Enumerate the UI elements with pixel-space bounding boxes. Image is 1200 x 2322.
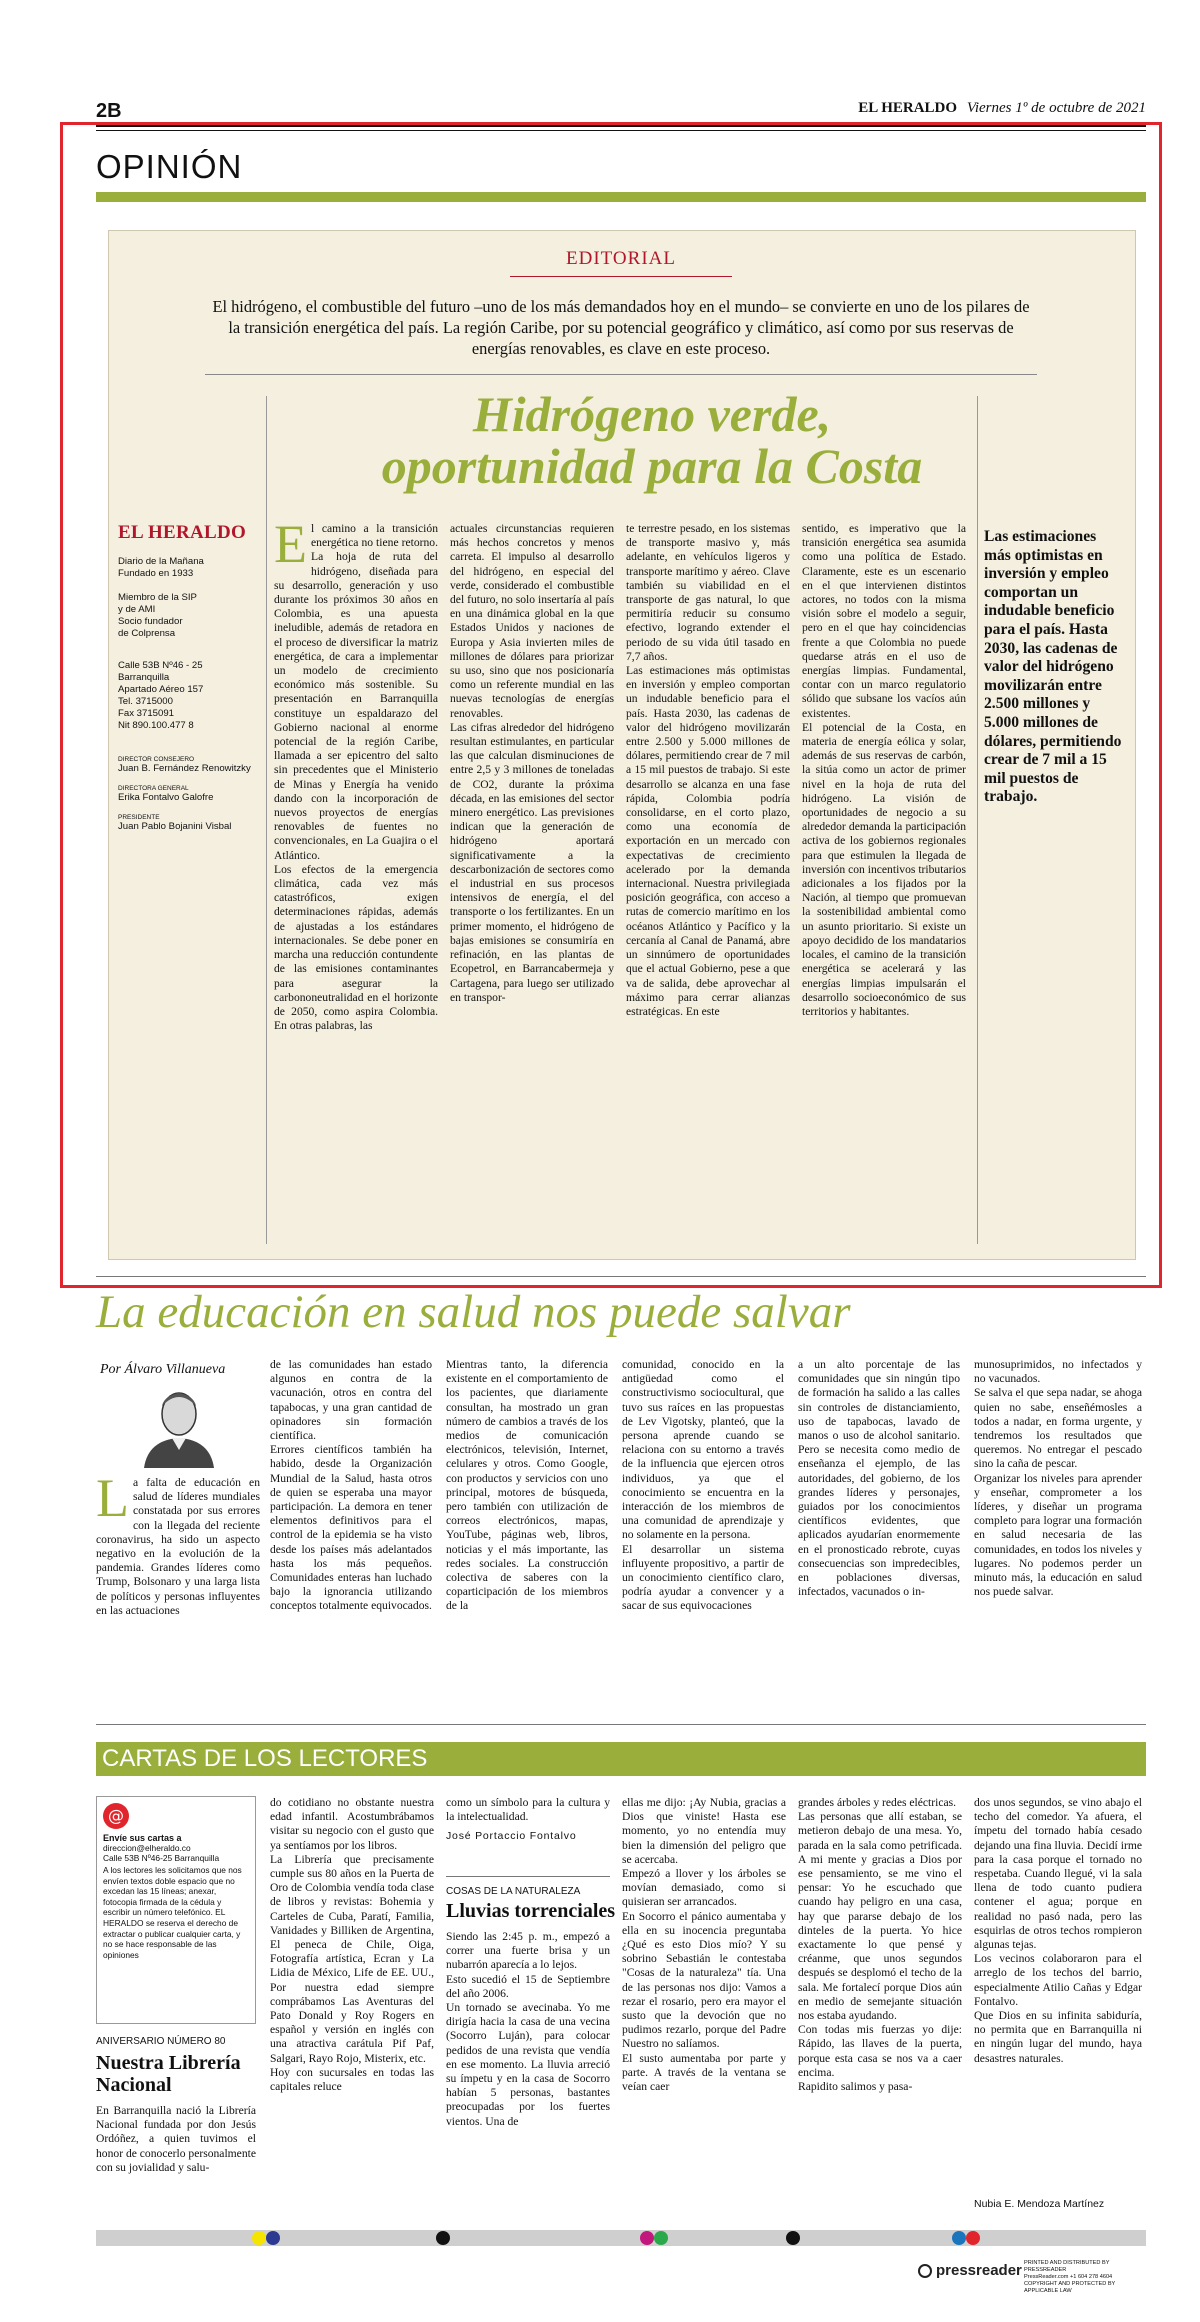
editorial-col-divider-left (266, 396, 267, 1244)
masthead-line: Nit 890.100.477 8 (118, 720, 194, 731)
registration-dot-black (436, 2231, 450, 2245)
masthead-line: de Colprensa (118, 628, 176, 639)
registration-dot-yellow (252, 2231, 266, 2245)
masthead-line: y de AMI (118, 604, 156, 615)
editorial-column-3 (626, 522, 790, 1244)
column-headline: La educación en salud nos puede salvar (96, 1286, 851, 1338)
masthead-line: Socio fundador (118, 616, 183, 627)
letters-banner: CARTAS DE LOS LECTORES (96, 1742, 1146, 1776)
pressreader-brand: pressreader (936, 2262, 1022, 2279)
deck-rule (205, 374, 1037, 375)
column-article-col-4 (622, 1358, 784, 1656)
section-title: OPINIÓN (96, 148, 243, 185)
letter1-col2-text: do cotidiano no obstante nuestra edad infantil. Acostumbrábamos visitar su negocio con el gusto que ya sentíamos por los libros. La Librería que precisamente cumple sus 80 años en la Puerta de Oro de Colombia vendía toda clase de libros y revistas: Bohemia y Carteles de Cuba, Paratí, Familia, Vanidades y Billiken de Argentina, El peneca de Chile, Oiga, Fotografía artística, Ecran y La Lidia de México, Life de EE. UU., Por nuestra edad siempre comprábamos Las Aventuras del Pato Donald y Roy Rogers en español y versión en inglés con una atractiva carátula Pif Paf, Salgari, Rayo Rojo, Misterix, etc. Hoy con sucursales en todas las capitales reluce (270, 1796, 434, 2094)
editorial-column-2 (450, 522, 614, 1244)
edition-date: Viernes 1º de octubre de 2021 (966, 100, 1146, 116)
footer-fine-print: PRINTED AND DISTRIBUTED BY PRESSREADER PressReader.com +1 604 278 4604 COPYRIGHT AND PROTECTED BY APPLICABLE LAW (1024, 2260, 1116, 2294)
masthead-line: Diario de la Mañana (118, 556, 204, 567)
letter2-col-3 (446, 1930, 610, 2224)
letter1-col-2 (270, 1796, 434, 2224)
column-col4-text: comunidad, conocido en la antigüedad como el constructivismo sociocultural, que tuvo sus raíces en las propuestas de Lev Vigotsky, planteó, que la persona aprende cuando se relaciona con su entorno a través de la influencia que ejercen otros individuos, ya que el conocimiento se encuentra en la interacción de los miembros de una comunidad de aprendizaje y no solamente en la persona. El desarrollar un sistema influyente propositivo, a partir de un conocimiento científico claro, podría ayudar a convencer y a sacar de sus equivocaciones (622, 1358, 784, 1613)
gm-name: Erika Fontalvo Galofre (118, 792, 214, 803)
masthead-line: Calle 53B Nº46 - 25 (118, 660, 203, 671)
masthead-line: Fundado en 1933 (118, 568, 194, 579)
letter2-kicker: COSAS DE LA NATURALEZA (446, 1886, 581, 1897)
registration-dot-blue-2 (952, 2231, 966, 2245)
director-name: Juan B. Fernández Renowitzky (118, 763, 251, 774)
editorial-col2-text: actuales circunstancias requieren más hechos concretos y menos carreta. El impulso al desarrollo del hidrógeno, en especial del verde, considerado el combustible del futuro, no solo insertaría al país en una dinámica global en la que Estados Unidos y naciones de Europa y Asia invierten miles de millones de dólares para priorizar su uso, sino que nos posicionaría como un referente mundial en las nuevas tecnologías de energías renovables. Las cifras alrededor del hidrógeno resultan estimulantes, en particular las que calculan disminuciones de entre 2,5 y 3 millones de toneladas de CO2, durante la próxima década, en las emisiones del sector minero energético. Las previsiones indican que la generación de hidrógeno aportará significativamente a la descarbonización de sectores como el industrial en sus procesos intensivos de energía, el del transporte o los fertilizantes. En un primer momento, el hidrógeno de bajas emisiones se consumiría en refinación, en las plantas de Ecopetrol, en Barrancabermeja y Cartagena, para luego ser utilizado en transpor- (450, 522, 614, 1004)
registration-dot-red (966, 2231, 980, 2245)
letter1-author: José Portaccio Fontalvo (446, 1830, 577, 1842)
column-byline: Por Álvaro Villanueva (100, 1362, 226, 1377)
letters-divider (446, 1876, 610, 1877)
masthead-line: Fax 3715091 (118, 708, 175, 719)
headline-line-1: Hidrógeno verde, (472, 386, 832, 442)
letter2-col4-text: ellas me dijo: ¡Ay Nubia, gracias a Dios que viniste! Hasta ese momento, yo no entendía muy bien la dimensión del peligro que se acercaba. Empezó a llover y los árboles se movían demasiado, como si quisieran ser arrancados. En Socorro el pánico aumentaba y ella en su inocencia preguntaba ¿Qué es esto Dios mío? Y su sobrino Sebastián le contestaba "Cosas de la naturaleza" tía. Una de las personas nos dijo: Vamos a rezar el rosario, pero era mayor el susto que la devoción que no pudimos rezarlo, porque del Padre Nuestro no salíamos. El susto aumentaba por parte y parte. A través de la ventana se veían caer (622, 1796, 786, 2094)
letter1-col-3 (446, 1796, 610, 1830)
editorial-box (108, 230, 1136, 1260)
registration-dot-green (654, 2231, 668, 2245)
editorial-col-divider-right (977, 396, 978, 1244)
letter2-col-5 (798, 1796, 962, 2224)
editorial-kicker: EDITORIAL (566, 248, 676, 269)
letter1-col-1 (96, 2104, 256, 2222)
section-green-bar (96, 192, 1146, 202)
masthead-name: EL HERALDO (118, 522, 247, 543)
column-article-col-2 (270, 1358, 432, 1656)
masthead-line: Barranquilla (118, 672, 170, 683)
pressreader-icon (918, 2264, 932, 2278)
director-label: DIRECTOR CONSEJERO (118, 756, 195, 763)
letter2-title: Lluvias torrenciales (446, 1900, 616, 1922)
letter1-col3-text: como un símbolo para la cultura y la intelectualidad. (446, 1796, 610, 1824)
page-number: 2B (96, 100, 122, 122)
registration-dot-black-2 (786, 2231, 800, 2245)
headline-line-2: oportunidad para la Costa (381, 438, 923, 494)
info-body: A los lectores les solicitamos que nos envíen textos doble espacio que no excedan las 15 líneas; anexar, fotocopia firmada de la cédula y escribir un número telefónico. EL HERALDO se reserva el derecho de extractar o publicar cualquier carta, y no se hace responsable de las opiniones (103, 1865, 242, 1960)
mail-icon: @ (103, 1803, 129, 1829)
gm-label: DIRECTORA GENERAL (118, 785, 189, 792)
editorial-column-4 (802, 522, 966, 1244)
masthead-membership (118, 592, 258, 640)
paper-name: EL HERALDO (858, 100, 958, 116)
column-col5-text: a un alto porcentaje de las comunidades que sin ningún tipo de formación ha salido a las calles sin controles de distanciamiento, uso de tapabocas, lavado de manos o uso de alcohol sanitario. Pero se necesita como medio de enseñanza el ejemplo, de las autoridades, del gobierno, de los grandes líderes y personajes, guiados por los conocimientos científicos evidentes, que aplicados ayudarían enormemente en el pronosticado rebrote, cuyas consecuencias son impredecibles, en poblaciones diversas, infectados, vacunados o in- (798, 1358, 960, 1599)
column-article-col-1 (96, 1476, 260, 1656)
editorial-column-1 (274, 522, 438, 1244)
editorial-col4-text: sentido, es imperativo que la transición energética sea asumida como una política de Estado. Claramente, este es un escenario en el que intervienen distintos actores, no todos con la misma visión sobre el modelo a seguir, pero en el que hay coincidencias frente a que Colombia no puede quedarse atrás en el uso de energías limpias. Fundamental, contar con un marco regulatorio sólido que subsane los vacíos aún existentes. El potencial de la Costa, en materia de energía eólica y solar, además de sus reservas de carbón, la sitúa como un actor de primer nivel en la hoja de ruta del hidrógeno. La visión de oportunidades de negocio a su alrededor demanda la participación activa de los gobiernos regionales para que estimulen la llegada de inversión con incentivos tributarios adicionales a los fijados por la Nación, al tiempo que promuevan la sostenibilidad ambiental como un asunto prioritario. Si existe un apoyo decidido de los mandatarios locales, el camino de la transición energética se acelerará y las energías limpias impulsarán el desarrollo socioeconómico de sus territorios y habitantes. (802, 522, 966, 1018)
editorial-headline (262, 388, 1042, 492)
masthead-address (118, 660, 258, 732)
editorial-deck: El hidrógeno, el combustible del futuro –uno de los más demandados hoy en el mundo– se convierte en uno de los pilares de la transición energética del país. La región Caribe, por su potencial geográfico y climático, así como por sus reservas de energías renovables, es clave en este proceso. (212, 297, 1030, 358)
registration-dot-magenta (640, 2231, 654, 2245)
author-photo (134, 1384, 220, 1468)
pressreader-logo (918, 2262, 1022, 2279)
info-heading: Envíe sus cartas a (103, 1833, 182, 1843)
editorial-col3-text: te terrestre pesado, en los sistemas de transporte masivo y, más adelante, en vehículos ligeros y transporte marítimo y aéreo. Clave también su viabilidad en el transporte de gas natural, lo que permitiría reducir su consumo efectivo, logrando extender el periodo de su vida útil tasado en 7,7 años. Las estimaciones más optimistas en inversión y empleo comportan un indudable beneficio para el país. Hasta 2030, las cadenas de valor del hidrógeno movilizarán entre 2.500 y 5.000 millones de dólares, permitiendo crear de 7 mil a 15 mil puestos de trabajo. Si este desarrollo se alcanza en una fase rápida, Colombia podría consolidarse, en el corto plazo, como una economía de exportación en un mercado con expectativas de crecimiento acelerado por la demanda internacional. Nuestra privilegiada posición geográfica, con acceso a rutas de comercio marítimo en los océanos Atlántico y Pacífico y la cercanía al Canal de Panamá, abre un sinnúmero de oportunidades que el actual Gobierno, pese a que va de salida, debe aprovechar al máximo para cerrar alianzas estratégicas. En este (626, 522, 790, 1018)
masthead-line: Apartado Aéreo 157 (118, 684, 204, 695)
info-address: Calle 53B Nº46-25 Barranquilla (103, 1853, 220, 1863)
letter1-col1-text: En Barranquilla nació la Librería Nacional fundada por don Jesús Ordóñez, a quien tuvimos el honor de conocerlo personalmente con su jovialidad y salu- (96, 2104, 256, 2174)
letter2-col3-text: Siendo las 2:45 p. m., empezó a correr una fuerte brisa y un nubarrón aparecía a lo lejos. Esto sucedió el 15 de Septiembre del año 2006. Un tornado se avecinaba. Yo me dirigía hacia la casa de una vecina (Socorro Luján), para colocar pedidos de una revista que vendía en ese momento. La lluvia arreció su ímpetu y en la casa de Socorro habían 5 personas, bastantes preocupadas por los fuertes vientos. Una de (446, 1930, 610, 2128)
letter2-author: Nubia E. Mendoza Martínez (974, 2198, 1105, 2210)
masthead-line: Miembro de la SIP (118, 592, 197, 603)
editorial-col1-text: l camino a la transición energética no tiene retorno. La hoja de ruta del hidrógeno, diseñada para su desarrollo, generación y uso durante los próximos 30 años en Colombia, es una apuesta ineludible, además de retadora en el proceso de diversificar la matriz energética, de cara a implementar un modelo de crecimiento económico más sostenible. Su presentación en Barranquilla constituye un espaldarazo del Gobierno nacional al enorme potencial de la región Caribe, llamada a ser epicentro del salto sin precedentes que el Ministerio de Minas y Energía ha venido dando con la incorporación de nuevos proyectos de energías renovables de fuentes no convencionales, en La Guajira o el Atlántico. Los efectos de la emergencia climática, cada vez más catastróficos, exigen determinaciones rápidas, además de ajustadas a los estándares internacionales. Se debe poner en marcha una reducción contundente de las emisiones contaminantes para asegurar la carbononeutralidad en el horizonte de 2050, como aspira Colombia. En otras palabras, las (274, 522, 438, 1033)
kicker-rule (510, 276, 732, 277)
masthead (118, 522, 258, 833)
letter2-col5-text: grandes árboles y redes eléctricas. Las personas que allí estaban, se metieron debajo de una mesa. Yo, parada en la sala como petrificada. A mi mente y gracias a Dios por ese pensamiento, se me vino el pensar: Yo he escuchado que cuando hay peligro en una casa, hay que pararse debajo de los dinteles de la puerta. Yo hice exactamente lo que pensé y créanme, que unos segundos después se desplomó el techo de la sala. Me fortalecí porque Dios aún en medio de semejante situación nos estaba ayudando. Con todas mis fuerzas yo dije: Rápido, las llaves de la puerta, porque esta casa se nos va a caer encima. Rapidito salimos y pasa- (798, 1796, 962, 2094)
column-col6-text: munosuprimidos, no infectados y no vacunados. Se salva el que sepa nadar, se ahoga quien no sabe, enseñémosles a todos a nadar, en forma urgente, y tendremos los resultados que queremos. No entregar el pescado sino la caña de pescar. Organizar los niveles para aprender y enseñar, comprometer a los líderes, y diseñar un programa completo para lograr una formación en salud necesaria de las comunidades, en todos los niveles y lugares. No podemos perder un minuto más, la educación en salud nos puede salvar. (974, 1358, 1142, 1599)
masthead-line: Tel. 3715000 (118, 696, 173, 707)
column-article-col-6 (974, 1358, 1142, 1656)
column-dropcap: L (96, 1476, 129, 1528)
letter1-kicker: ANIVERSARIO NÚMERO 80 (96, 2036, 226, 2047)
column-col2-text: de las comunidades han estado algunos en contra de la vacunación, otros en contra del tapabocas, y una gran cantidad de opinadores sin formación científica. Errores científicos también ha habido, desde la Organización Mundial de la Salud, hasta otros de quien se esperaba una mayor participación. La demora en tener elementos definitivos para el control de la epidemia se ha visto desde los países más adelantados hasta los más pequeños. Comunidades enteras han luchado bajo la ignorancia utilizando conceptos totalmente equivocados. (270, 1358, 432, 1613)
column-article-col-3 (446, 1358, 608, 1656)
letters-top-rule (96, 1724, 1146, 1725)
letter2-col6-text: dos unos segundos, se vino abajo el techo del comedor. Ya afuera, el ímpetu del tornado había cesado dejando una fina lluvia. Decidí irme para la casa porque el tornado no respetaba. Cuando llegué, vi la sala llena de todo cuanto pudiera contener el agua; porque en realidad no pasó nada, pero las esquirlas de otros techos rompieron algunas tejas. Los vecinos colaboraron para el arreglo de los techos del barrio, especialmente Atilio Cañas y Edgar Fontalvo. Que Dios en su infinita sabiduría, no permita que en Barranquilla ni en ningún lugar del mundo, haya desastres naturales. (974, 1796, 1142, 2065)
letter2-col-4 (622, 1796, 786, 2224)
article-top-rule (96, 1276, 1146, 1277)
info-email: direccion@elheraldo.co (103, 1843, 191, 1853)
letter2-col-6 (974, 1796, 1142, 2192)
letter1-title: Nuestra Librería Nacional (96, 2052, 241, 2096)
column-col1-text: a falta de educación en salud de líderes mundiales constatada por sus errores con la llegada del reciente coronavirus, ha sido un aspecto negativo en la evolución de la pandemia. Grandes líderes como Trump, Bolsonaro y una larga lista de políticos y personas influyentes en las actuaciones (96, 1476, 260, 1617)
president-name: Juan Pablo Bojanini Visbal (118, 821, 232, 832)
editorial-pull-quote: Las estimaciones más optimistas en inversión y empleo comportan un indudable beneficio para el país. Hasta 2030, las cadenas de valor del hidrógeno movilizarán entre 2.500 millones y 5.000 millones de dólares, permitiendo crear de 7 mil a 15 mil puestos de trabajo. (984, 528, 1122, 806)
column-article-col-5 (798, 1358, 960, 1656)
registration-dot-blue (266, 2231, 280, 2245)
author-portrait-icon (134, 1384, 220, 1468)
editorial-dropcap: E (274, 522, 307, 574)
column-col3-text: Mientras tanto, la diferencia existente en el comportamiento de los pacientes, que diariamente consultan, ha mostrado un gran número de cambios a través de los medios de comunicación electrónicos, televisión, Internet, celulares y otros. Como Google, con productos y servicios con uno principal, motores de búsqueda, pero también con utilización de correos electrónicos, mapas, YouTube, páginas web, libros, noticias y el más importante, las redes sociales. La construcción colectiva de saberes con la coparticipación de los miembros de la (446, 1358, 608, 1613)
masthead-founded (118, 556, 258, 580)
header-paper-date (858, 100, 1146, 117)
president-label: PRESIDENTE (118, 814, 160, 821)
letters-info-box (96, 1796, 256, 2024)
